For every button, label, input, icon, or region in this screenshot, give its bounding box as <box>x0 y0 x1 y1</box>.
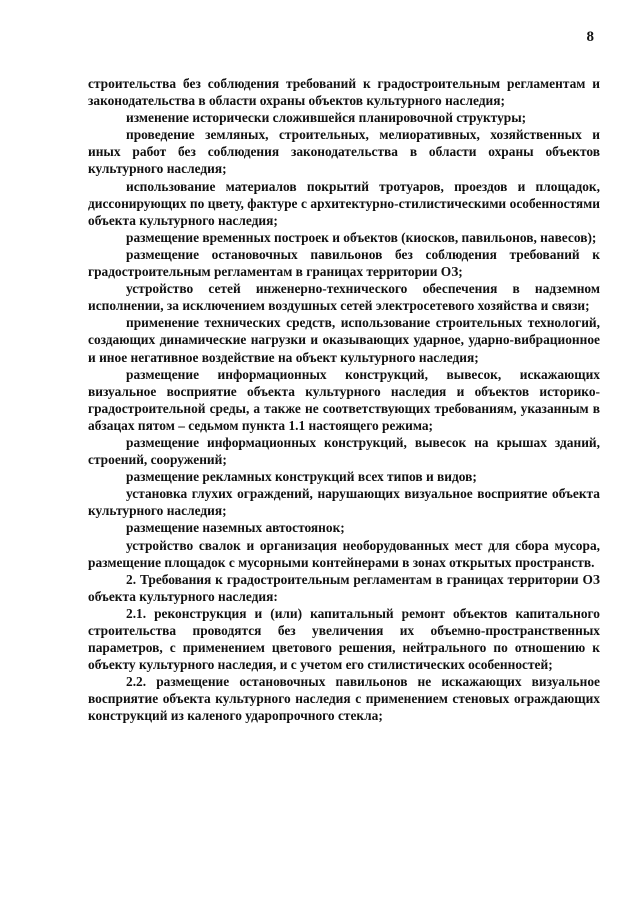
paragraph: размещение наземных автостоянок; <box>126 520 345 536</box>
paragraph: проведение земляных, строительных, мелиоративных, хозяйственных и иных работ без соблюдения законодательства в области охраны объектов культурного наследия; <box>88 127 600 177</box>
paragraph: размещение информационных конструкций, вывесок на крышах зданий, строений, сооружений; <box>88 434 600 468</box>
paragraph: размещение рекламных конструкций всех типов и видов; <box>126 469 477 485</box>
paragraph: применение технических средств, использование строительных технологий, создающих динамические нагрузки и оказывающих ударное, ударно-вибрационное и иное негативное воздействие на объект культурного наследия; <box>88 315 600 365</box>
paragraph: 2.2. размещение остановочных павильонов не искажающих визуальное восприятие объекта культурного наследия с применением стеновых ограждающих конструкций из каленого ударопрочного стекла; <box>88 674 600 724</box>
paragraph: размещение информационных конструкций, вывесок, искажающих визуальное восприятие объекта культурного наследия и объектов историко-градостроительной среды, а также не соответствующих требованиям, указанным в абзацах пятом – седьмом пункта 1.1 настоящего режима; <box>88 366 600 433</box>
paragraph: размещение временных построек и объектов (киосков, павильонов, навесов); <box>126 229 597 245</box>
page-number: 8 <box>586 29 594 45</box>
paragraph: устройство сетей инженерно-технического обеспечения в надземном исполнении, за исключением воздушных сетей электросетевого хозяйства и связи; <box>88 281 600 314</box>
paragraph: 2. Требования к градостроительным регламентам в границах территории ОЗ объекта культурного наследия: <box>88 571 600 604</box>
paragraph: устройство свалок и организация необорудованных мест для сбора мусора, размещение площадок с мусорными контейнерами в зонах открытых пространств. <box>88 537 600 570</box>
paragraph: изменение исторически сложившейся планировочной структуры; <box>126 110 527 126</box>
paragraph: 2.1. реконструкция и (или) капитальный ремонт объектов капитального строительства проводятся без увеличения их объемно-пространственных параметров, с применением цветового решения, нейтрального по отношению к объекту культурного наследия, и с учетом его стилистических особенностей; <box>88 605 600 673</box>
paragraph: строительства без соблюдения требований к градостроительным регламентам и законодательства в области охраны объектов культурного наследия; <box>88 76 600 109</box>
paragraph: установка глухих ограждений, нарушающих визуальное восприятие объекта культурного наследия; <box>88 486 600 519</box>
paragraph: размещение остановочных павильонов без соблюдения требований к градостроительным регламентам в границах территории ОЗ; <box>88 246 600 280</box>
document-body <box>88 75 600 725</box>
paragraph: использование материалов покрытий тротуаров, проездов и площадок, диссонирующих по цвету, фактуре с архитектурно-стилистическими особенностями объекта культурного наследия; <box>88 178 600 228</box>
